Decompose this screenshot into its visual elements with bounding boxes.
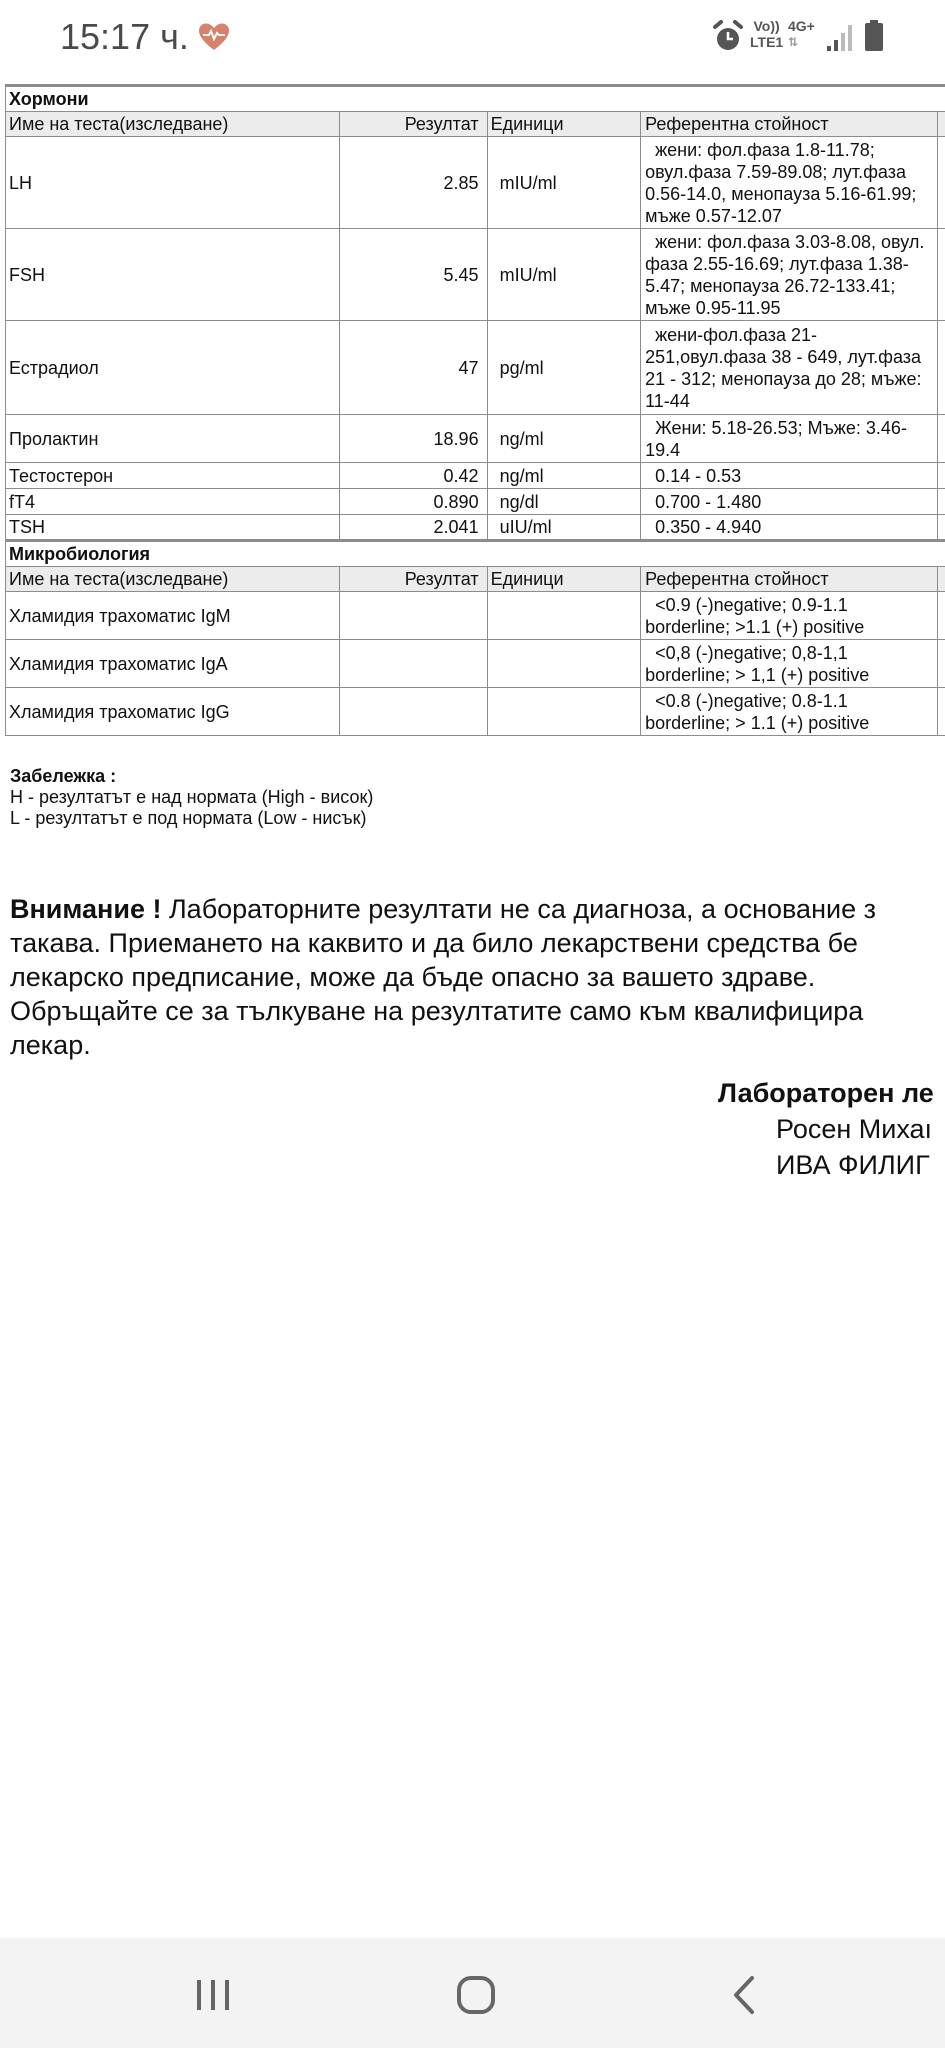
row-extra [938, 592, 945, 640]
header-name: Име на теста(изследване) [6, 112, 340, 137]
test-reference [641, 489, 938, 515]
lte-label: LTE1 [750, 34, 784, 50]
test-result: 0.890 [339, 489, 487, 515]
header-name: Име на теста(изследване) [6, 567, 340, 592]
section-title: Хормони [6, 86, 945, 112]
test-result: 47 [339, 321, 487, 415]
row-extra [938, 137, 945, 229]
signature-name-1: Росен Михаı [776, 1114, 933, 1144]
test-name: Пролактин [6, 415, 340, 463]
header-reference: Референтна стойност [641, 567, 938, 592]
row-extra [938, 321, 945, 415]
table-row [6, 463, 945, 489]
test-units [487, 640, 641, 688]
lab-report-document [0, 84, 945, 1934]
note-high: H - резултатът е над нормата (High - висок) [10, 787, 374, 807]
row-extra [938, 640, 945, 688]
test-result [339, 688, 487, 736]
legend-note [10, 766, 373, 829]
test-name: Хламидия трахоматис IgM [6, 592, 340, 640]
warning-lead: Внимание ! [10, 894, 162, 924]
heart-health-icon [198, 22, 230, 52]
test-name: Хламидия трахоматис IgG [6, 688, 340, 736]
table-row [6, 321, 945, 415]
header-extra [938, 112, 945, 137]
network-type-label: 4G+ [788, 18, 815, 34]
test-result: 0.42 [339, 463, 487, 489]
test-name: FSH [6, 229, 340, 321]
warning-line: Лабораторните резултати не са диагноза, а основание з [161, 894, 876, 924]
test-result: 2.85 [339, 137, 487, 229]
volte-label: Vo)) [753, 18, 780, 34]
test-reference [641, 592, 938, 640]
header-reference: Референтна стойност [641, 112, 938, 137]
header-units: Единици [487, 112, 641, 137]
reference-text: жени: фол.фаза 1.8-11.78; овул.фаза 7.59-89.08; лут.фаза 0.56-14.0, менопауза 5.16-61.99; мъже 0.57-12.07 [645, 139, 917, 226]
signal-icon [826, 22, 856, 52]
test-units: ng/ml [487, 415, 641, 463]
test-reference [641, 640, 938, 688]
row-extra [938, 489, 945, 515]
test-reference [641, 229, 938, 321]
test-reference [641, 415, 938, 463]
test-result [339, 640, 487, 688]
back-icon[interactable] [714, 1970, 774, 2020]
warning-line: такава. Приемането на каквито и да било лекарствени средства бе [10, 928, 858, 958]
test-units: uIU/ml [487, 515, 641, 541]
header-units: Единици [487, 567, 641, 592]
reference-text: жени: фол.фаза 3.03-8.08, овул. фаза 2.55-16.69; лут.фаза 1.38-5.47; менопауза 26.72-133.41; мъже 0.95-11.95 [645, 231, 925, 318]
test-reference [641, 515, 938, 541]
test-units: pg/ml [487, 321, 641, 415]
warning-line: лекар. [10, 1030, 91, 1060]
results-table [5, 84, 945, 736]
test-name: LH [6, 137, 340, 229]
test-name: fT4 [6, 489, 340, 515]
test-name: Хламидия трахоматис IgA [6, 640, 340, 688]
reference-text: <0.8 (-)negative; 0.8-1.1 borderline; > 1.1 (+) positive [645, 690, 870, 733]
table-row [6, 688, 945, 736]
test-name: Тестостерон [6, 463, 340, 489]
table-row [6, 592, 945, 640]
warning-line: лекарско предписание, може да бъде опасно за вашето здраве. [10, 962, 816, 992]
volte-indicator [750, 18, 783, 50]
note-title: Забележка : [10, 766, 117, 786]
signature-name-2: ИВА ФИЛИГ [776, 1150, 930, 1180]
test-units: ng/dl [487, 489, 641, 515]
header-result: Резултат [339, 567, 487, 592]
header-extra [938, 567, 945, 592]
section-microbiology [6, 541, 945, 567]
test-reference [641, 688, 938, 736]
test-units: mIU/ml [487, 137, 641, 229]
row-extra [938, 688, 945, 736]
table-header [6, 112, 945, 137]
home-icon[interactable] [446, 1970, 506, 2020]
test-result: 5.45 [339, 229, 487, 321]
reference-text: <0,8 (-)negative; 0,8-1,1 borderline; > 1,1 (+) positive [645, 642, 870, 685]
section-title: Микробиология [6, 541, 945, 567]
reference-text: жени-фол.фаза 21-251,овул.фаза 38 - 649, лут.фаза 21 - 312; менопауза до 28; мъже: 11-44 [645, 324, 922, 411]
test-result [339, 592, 487, 640]
clock: 15:17 ч. [60, 16, 189, 57]
table-row [6, 640, 945, 688]
warning-line: Обръщайте се за тълкуване на резултатите само към квалифицира [10, 996, 864, 1026]
test-units [487, 592, 641, 640]
reference-text: 0.700 - 1.480 [655, 491, 762, 512]
signature-title: Лабораторен ле [718, 1078, 934, 1108]
note-low: L - резултатът е под нормата (Low - нисък) [10, 808, 367, 828]
reference-text: Жени: 5.18-26.53; Мъже: 3.46-19.4 [645, 417, 907, 460]
test-reference [641, 137, 938, 229]
reference-text: <0.9 (-)negative; 0.9-1.1 borderline; >1.1 (+) positive [645, 594, 865, 637]
test-units [487, 688, 641, 736]
warning-disclaimer [10, 892, 945, 1062]
table-row [6, 229, 945, 321]
table-header [6, 567, 945, 592]
test-result: 18.96 [339, 415, 487, 463]
network-type [788, 18, 815, 50]
table-row [6, 489, 945, 515]
table-row [6, 415, 945, 463]
recent-apps-icon[interactable] [183, 1970, 243, 2020]
row-extra [938, 415, 945, 463]
test-units: mIU/ml [487, 229, 641, 321]
alarm-icon [712, 20, 744, 54]
test-units: ng/ml [487, 463, 641, 489]
test-name: TSH [6, 515, 340, 541]
row-extra [938, 229, 945, 321]
reference-text: 0.14 - 0.53 [655, 465, 742, 486]
data-arrows-icon: ⇅ [788, 35, 799, 49]
test-reference [641, 463, 938, 489]
test-name: Естрадиол [6, 321, 340, 415]
row-extra [938, 463, 945, 489]
table-row [6, 137, 945, 229]
navigation-bar [0, 1938, 945, 2048]
row-extra [938, 515, 945, 541]
reference-text: 0.350 - 4.940 [655, 517, 762, 537]
battery-icon [864, 20, 884, 52]
test-result: 2.041 [339, 515, 487, 541]
table-row [6, 515, 945, 541]
section-hormones [6, 86, 945, 112]
status-bar [0, 0, 945, 78]
header-result: Резултат [339, 112, 487, 137]
test-reference [641, 321, 938, 415]
